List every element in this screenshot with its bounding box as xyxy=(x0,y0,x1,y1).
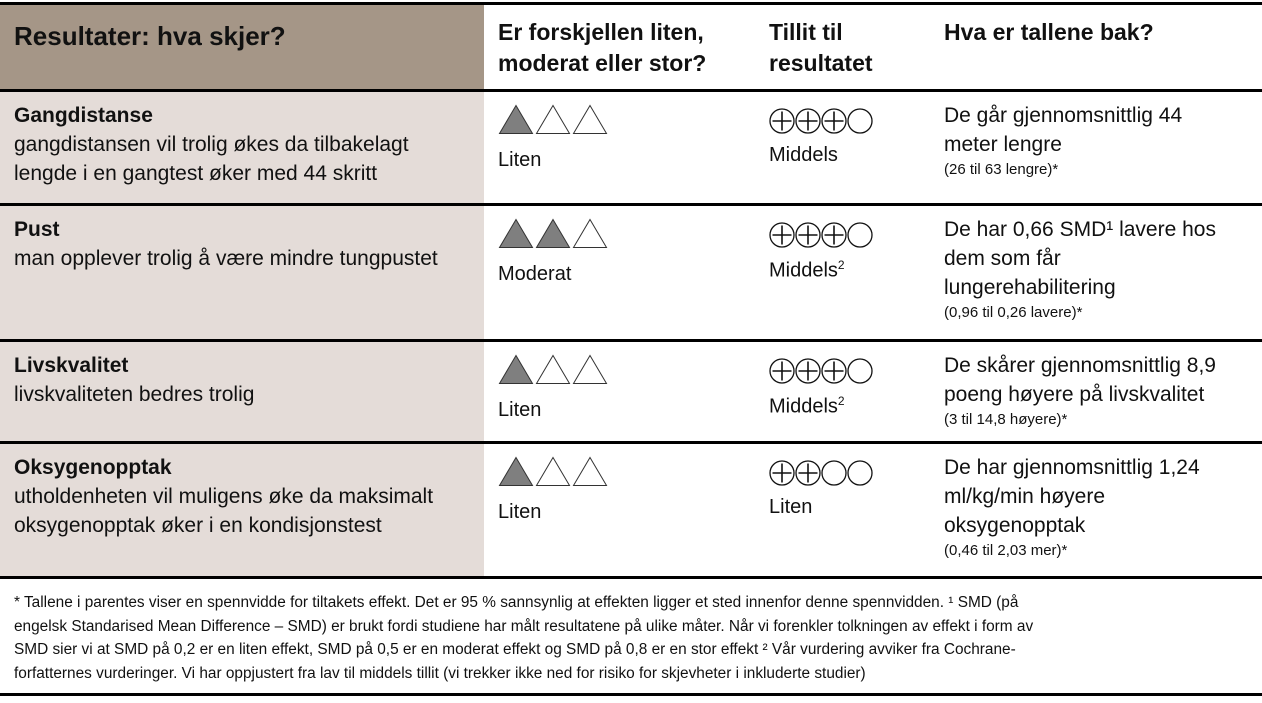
certainty-cell xyxy=(755,91,930,205)
outcome-description: utholdenheten vil muligens øke da maksimalt xyxy=(14,485,434,508)
certainty-label-text: Liten xyxy=(769,496,813,518)
value-text: De går gjennomsnittlig 44 xyxy=(944,104,1183,127)
certainty-plus-icon xyxy=(769,222,795,248)
certainty-cell xyxy=(755,443,930,578)
effect-triangles xyxy=(498,218,755,254)
header-certainty-line1: Tillit til xyxy=(769,19,843,45)
value-text: lungerehabilitering xyxy=(944,276,1116,299)
certainty-label xyxy=(769,496,930,519)
table-row xyxy=(0,91,1262,205)
certainty xyxy=(755,444,930,519)
outcome-text xyxy=(0,444,484,540)
certainty-plus-icon xyxy=(795,460,821,486)
effect-label: Liten xyxy=(498,501,542,523)
certainty-empty-icon xyxy=(847,108,873,134)
triangle-filled-icon xyxy=(498,104,534,135)
certainty-empty-icon xyxy=(847,460,873,486)
outcome-cell xyxy=(0,91,484,205)
effect-cell xyxy=(484,205,755,341)
outcome-text xyxy=(0,206,484,273)
certainty-circles xyxy=(769,460,930,486)
outcome-description: oksygenopptak øker i en kondisjonstest xyxy=(14,514,382,537)
header-row xyxy=(0,4,1262,91)
effect-triangles xyxy=(498,456,755,492)
header-values xyxy=(930,4,1262,91)
values-cell xyxy=(930,341,1262,443)
header-certainty xyxy=(755,4,930,91)
certainty-empty-icon xyxy=(847,222,873,248)
triangle-empty-icon xyxy=(572,104,608,135)
footnote xyxy=(0,586,1262,685)
header-effect-line1: Er forskjellen liten, xyxy=(498,19,704,45)
effect-size xyxy=(484,206,755,286)
header-outcome xyxy=(0,4,484,91)
outcome-name: Oksygenopptak xyxy=(14,456,172,479)
triangle-filled-icon xyxy=(498,218,534,249)
value-text: poeng høyere på livskvalitet xyxy=(944,383,1205,406)
footnote-line: forfatternes vurderinger. Vi har oppjustert fra lav til middels tillit (vi trekker ikke ned for risiko for skjevheter i inkluderte studier) xyxy=(14,664,866,682)
triangle-empty-icon xyxy=(535,456,571,487)
value-range: (0,46 til 2,03 mer)* xyxy=(944,542,1068,559)
certainty-empty-icon xyxy=(847,358,873,384)
outcome-description: livskvaliteten bedres trolig xyxy=(14,383,255,406)
triangle-filled-icon xyxy=(498,354,534,385)
certainty-label xyxy=(769,144,930,167)
outcome-text xyxy=(0,342,484,409)
outcome-cell xyxy=(0,443,484,578)
triangle-empty-icon xyxy=(572,354,608,385)
triangle-empty-icon xyxy=(535,104,571,135)
certainty-circles xyxy=(769,358,930,384)
certainty-plus-icon xyxy=(795,358,821,384)
header-certainty-line2: resultatet xyxy=(769,50,873,76)
value-range: (0,96 til 0,26 lavere)* xyxy=(944,304,1083,321)
outcome-name: Livskvalitet xyxy=(14,354,129,377)
effect-cell xyxy=(484,91,755,205)
values xyxy=(930,92,1262,181)
table-row xyxy=(0,341,1262,443)
certainty-plus-icon xyxy=(769,460,795,486)
outcome-description: gangdistansen vil trolig økes da tilbakelagt xyxy=(14,133,409,156)
values xyxy=(930,444,1262,562)
bottom-divider xyxy=(0,693,1262,696)
certainty-label xyxy=(769,258,930,283)
effect-size xyxy=(484,342,755,422)
effect-size xyxy=(484,444,755,524)
effect-triangles xyxy=(498,354,755,390)
certainty-cell xyxy=(755,205,930,341)
triangle-empty-icon xyxy=(535,354,571,385)
effect-label: Liten xyxy=(498,399,542,421)
certainty-empty-icon xyxy=(821,460,847,486)
effect-cell xyxy=(484,341,755,443)
effect-label: Liten xyxy=(498,149,542,171)
value-text: ml/kg/min høyere xyxy=(944,485,1106,508)
triangle-empty-icon xyxy=(572,456,608,487)
values xyxy=(930,342,1262,431)
effect-cell xyxy=(484,443,755,578)
certainty-plus-icon xyxy=(795,222,821,248)
certainty-circles xyxy=(769,222,930,248)
header-outcome-label: Resultater: hva skjer? xyxy=(14,21,286,51)
outcome-description: lengde i en gangtest øker med 44 skritt xyxy=(14,162,378,185)
values-cell xyxy=(930,205,1262,341)
value-text: De har 0,66 SMD¹ lavere hos xyxy=(944,218,1216,241)
value-text: De har gjennomsnittlig 1,24 xyxy=(944,456,1200,479)
table-row xyxy=(0,443,1262,578)
certainty-label-text: Middels xyxy=(769,144,838,166)
footnote-line: engelsk Standarised Mean Difference – SMD) er brukt fordi studiene har målt resultatene på ulike måter. Når vi forenkler tolkningen av effekt i form av xyxy=(14,617,1034,635)
certainty-plus-icon xyxy=(769,108,795,134)
certainty-label xyxy=(769,394,930,419)
value-text: dem som får xyxy=(944,247,1061,270)
results-table xyxy=(0,2,1262,579)
certainty-footnote-mark: 2 xyxy=(837,394,845,408)
certainty-plus-icon xyxy=(821,222,847,248)
certainty-label-text: Middels xyxy=(769,395,838,418)
certainty-plus-icon xyxy=(769,358,795,384)
footnote-line: SMD sier vi at SMD på 0,2 er en liten effekt, SMD på 0,5 er en moderat effekt og SMD på 0,8 er en stor effekt ² Vår vurdering avviker fra Cochrane- xyxy=(14,641,1016,658)
values xyxy=(930,206,1262,324)
values-cell xyxy=(930,443,1262,578)
certainty-label-text: Middels xyxy=(769,259,838,282)
certainty-footnote-mark: 2 xyxy=(837,258,845,272)
certainty-plus-icon xyxy=(821,108,847,134)
outcome-name: Gangdistanse xyxy=(14,104,153,127)
value-text: De skårer gjennomsnittlig 8,9 xyxy=(944,354,1216,377)
table-row xyxy=(0,205,1262,341)
value-range: (3 til 14,8 høyere)* xyxy=(944,411,1068,428)
footnote-line: * Tallene i parentes viser en spennvidde for tiltakets effekt. Det er 95 % sannsynlig at effekten ligger et sted innenfor denne spennvidden. ¹ SMD (på xyxy=(14,594,1019,611)
certainty-plus-icon xyxy=(795,108,821,134)
triangle-filled-icon xyxy=(535,218,571,249)
header-values-label: Hva er tallene bak? xyxy=(944,19,1154,45)
outcome-cell xyxy=(0,341,484,443)
certainty-circles xyxy=(769,108,930,134)
effect-size xyxy=(484,92,755,172)
certainty-plus-icon xyxy=(821,358,847,384)
outcome-name: Pust xyxy=(14,218,60,241)
outcome-text xyxy=(0,92,484,188)
certainty xyxy=(755,342,930,419)
effect-label: Moderat xyxy=(498,263,572,285)
values-cell xyxy=(930,91,1262,205)
value-text: oksygenopptak xyxy=(944,514,1086,537)
triangle-filled-icon xyxy=(498,456,534,487)
value-range: (26 til 63 lengre)* xyxy=(944,161,1059,178)
header-effect xyxy=(484,4,755,91)
certainty-cell xyxy=(755,341,930,443)
certainty xyxy=(755,206,930,283)
header-effect-line2: moderat eller stor? xyxy=(498,50,707,76)
outcome-cell xyxy=(0,205,484,341)
triangle-empty-icon xyxy=(572,218,608,249)
effect-triangles xyxy=(498,104,755,140)
value-text: meter lengre xyxy=(944,133,1062,156)
outcome-description: man opplever trolig å være mindre tungpustet xyxy=(14,247,438,270)
certainty xyxy=(755,92,930,167)
